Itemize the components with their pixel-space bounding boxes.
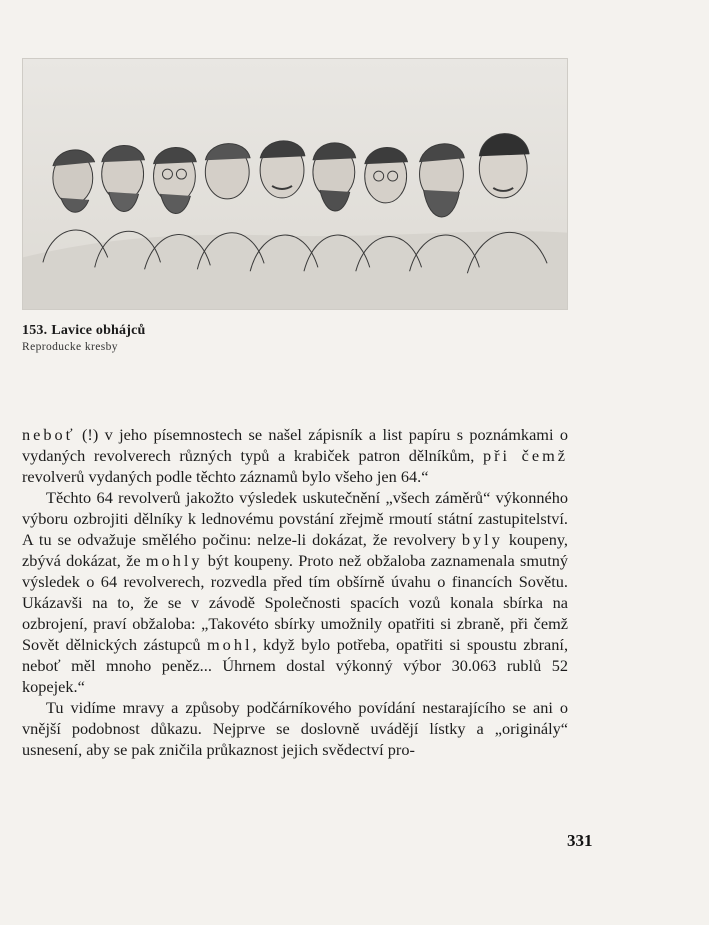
caption-title-text: Lavice obhájců bbox=[51, 323, 146, 338]
figure-caption bbox=[22, 322, 322, 355]
emphasis-text: mohly bbox=[145, 551, 203, 570]
caption-title bbox=[22, 322, 322, 340]
text-run: , když bylo potřeba, opatřiti si spoustu zbraní, neboť měl mnoho peněz... Úhrnem dostal výkonný výbor 30.063 rublů 52 kopejek.“ bbox=[22, 635, 569, 696]
sketch-drawing bbox=[23, 59, 567, 309]
emphasis-text: byly bbox=[461, 530, 503, 549]
emphasis-text: neboť bbox=[22, 425, 76, 444]
text-run: Těchto 64 revolverů jakožto výsledek uskutečnění „všech záměrů“ výkonného výboru ozbrojiti dělníky k lednovému povstání zřejmě rmoutí státní zastupitelství. A tu se odvažuje smělého počinu: nelze-li dokázat, že revolvery bbox=[22, 488, 568, 549]
paragraph-2 bbox=[22, 487, 568, 697]
text-run: revolverů vydaných podle těchto záznamů bylo všeho jen 64.“ bbox=[22, 467, 429, 486]
page-number: 331 bbox=[567, 831, 593, 850]
illustration-lawyers-bench bbox=[22, 58, 568, 310]
text-run: být koupeny. Proto než obžaloba zaznamenala smutný výsledek o 64 revolverech, rozvedla před tím obšírně úvahu o financích Sovětu. Ukázavši na to, že se v závodě Společnosti spacích vozů konala sbírka na ozbrojení, praví obžaloba: „Takovéto sbírky umožnily opatřiti si zbraně, při čemž Sovět dělnických zástupců bbox=[22, 551, 568, 654]
text-run: Tu vidíme mravy a způsoby podčárníkového povídání nestarajícího se ani o vnější podobnost důkazu. Nejprve se doslovně uvádějí lístky a „originály“ usnesení, aby se pak zničila průkaznost jejich svědectví pro- bbox=[22, 698, 568, 759]
paragraph-1 bbox=[22, 424, 568, 487]
emphasis-text: mohl bbox=[207, 635, 253, 654]
caption-number: 153. bbox=[22, 323, 48, 338]
body-text bbox=[22, 424, 568, 760]
text-run: (!) v jeho písemnostech se našel zápisník a list papíru s poznámkami o vydaných revolverech různých typů a krabiček patron dělníkům, bbox=[22, 425, 568, 465]
caption-subtitle: Reproducke kresby bbox=[22, 341, 118, 353]
text-run: koupeny, zbývá dokázat, že bbox=[22, 530, 568, 570]
paragraph-3 bbox=[22, 697, 568, 760]
emphasis-text: při čemž bbox=[482, 446, 569, 465]
